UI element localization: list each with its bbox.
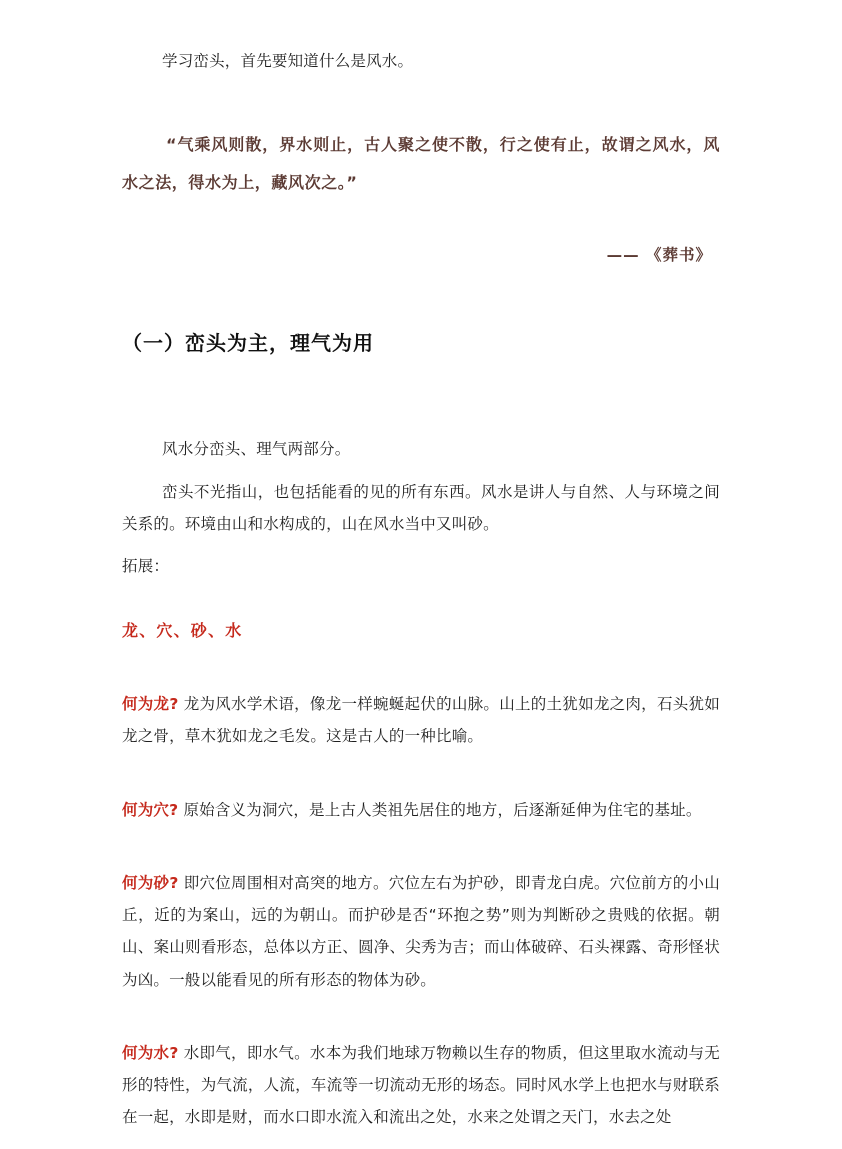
term-body-cave: 原始含义为洞穴，是上古人类祖先居住的地方，后逐渐延伸为住宅的基址。 [183,800,702,819]
section-paragraph-3: 拓展： [122,557,170,576]
term-entry-cave [122,794,720,826]
term-body-dragon: 龙为风水学术语，像龙一样蜿蜒起伏的山脉。山上的土犹如龙之肉，石头犹如龙之骨，草木犹如龙之毛发。这是古人的一种比喻。 [122,695,720,746]
spacer-cave-sand [122,841,720,851]
quote-source-attribution: —— 《葬书》 [606,245,712,264]
spacer-after-terms-heading [122,663,720,673]
term-label-water: 何为水? [122,1043,179,1062]
classical-quote-text: “气乘风则散，界水则止，古人聚之使不散，行之使有止，故谓之风水，风水之法，得水为上，藏风次之。” [122,135,720,192]
spacer-sand-water [122,1011,720,1021]
spacer-dragon-cave [122,768,720,778]
page-content [122,0,720,1149]
intro-lead-line: 学习峦头，首先要知道什么是风水。 [162,51,414,70]
top-spacer [122,0,720,30]
term-entry-water [122,1037,720,1134]
term-body-sand: 即穴位周围相对高突的地方。穴位左右为护砂，即青龙白虎。穴位前方的小山丘，近的为案山，远的为朝山。而护砂是否“环抱之势”则为判断砂之贵贱的依据。朝山、案山则看形态，总体以方正、圆净、尖秀为吉；而山体破碎、石头裸露、奇形怪状为凶。一般以能看见的所有形态的物体为砂。 [122,873,720,989]
term-entry-sand [122,867,720,996]
spacer-after-heading [122,375,720,433]
spacer-p2-p3 [122,540,720,550]
term-label-sand: 何为砂? [122,873,179,892]
section-paragraph-1: 风水分峦头、理气两部分。 [162,440,351,459]
term-body-water: 水即气，即水气。水本为我们地球万物赖以生存的物质，但这里取水流动与无形的特性，为气流，人流，车流等一切流动无形的场态。同时风水学上也把水与财联系在一起，水即是财，而水口即水流入和流出之处，水来之处谓之天门，水去之处 [122,1043,720,1127]
spacer-before-terms [122,582,720,600]
terms-section-heading: 龙、穴、砂、水 [122,621,243,641]
term-label-cave: 何为穴? [122,800,179,819]
section-heading: （一）峦头为主，理气为用 [122,330,374,355]
spacer-after-lead [122,92,720,110]
spacer-before-heading [122,280,720,310]
term-label-dragon: 何为龙? [122,695,179,714]
term-entry-dragon [122,688,720,752]
section-paragraph-2: 峦头不光指山，也包括能看的见的所有东西。风水是讲人与自然、人与环境之间关系的。环境由山和水构成的，山在风水当中又叫砂。 [122,482,720,533]
spacer-after-quote [122,217,720,227]
spacer-p1-p2 [122,466,720,476]
